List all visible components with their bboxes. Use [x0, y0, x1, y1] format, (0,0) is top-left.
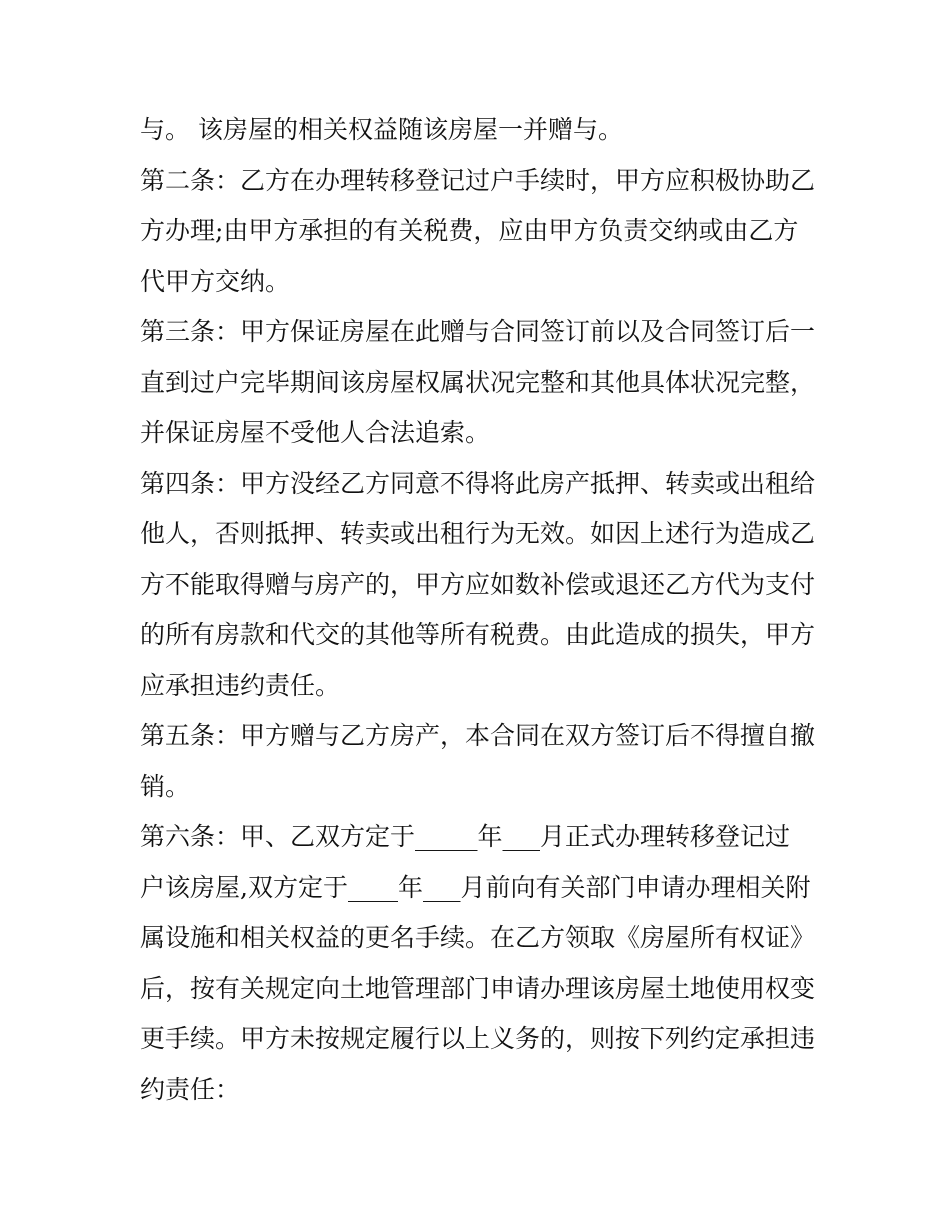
- text-line: 方不能取得赠与房产的，甲方应如数补偿或退还乙方代为支付: [140, 570, 816, 599]
- text-line: 他人，否则抵押、转卖或出租行为无效。如因上述行为造成乙: [140, 519, 816, 548]
- text-line: 属设施和相关权益的更名手续。在乙方领取《房屋所有权证》: [140, 923, 816, 952]
- text-line: 更手续。甲方未按规定履行以上义务的，则按下列约定承担违: [140, 1024, 816, 1053]
- text-line: 代甲方交纳。: [140, 267, 291, 296]
- text-line: 后，按有关规定向土地管理部门申请办理该房屋土地使用权变: [140, 974, 816, 1003]
- text-line: 约责任：: [140, 1075, 241, 1104]
- text-line: 的所有房款和代交的其他等所有税费。由此造成的损失，甲方: [140, 620, 816, 649]
- text-line: 第四条：甲方没经乙方同意不得将此房产抵押、转卖或出租给: [140, 469, 816, 498]
- text-line: 户该房屋,双方定于____年___月前向有关部门申请办理相关附: [140, 873, 811, 902]
- text-line: 并保证房屋不受他人合法追索。: [140, 418, 491, 447]
- text-line: 与。 该房屋的相关权益随该房屋一并赠与。: [140, 115, 623, 144]
- text-line: 第三条：甲方保证房屋在此赠与合同签订前以及合同签订后一: [140, 317, 816, 346]
- text-line: 应承担违约责任。: [140, 671, 341, 700]
- text-line: 方办理;由甲方承担的有关税费，应由甲方负责交纳或由乙方: [140, 216, 799, 245]
- text-line: 第二条：乙方在办理转移登记过户手续时，甲方应积极协助乙: [140, 166, 816, 195]
- text-line: 直到过户完毕期间该房屋权属状况完整和其他具体状况完整，: [140, 368, 816, 397]
- text-line: 第五条：甲方赠与乙方房产，本合同在双方签订后不得擅自撤: [140, 721, 816, 750]
- text-line: 第六条：甲、乙双方定于_____年___月正式办理转移登记过: [140, 822, 791, 851]
- text-line: 销。: [140, 772, 191, 801]
